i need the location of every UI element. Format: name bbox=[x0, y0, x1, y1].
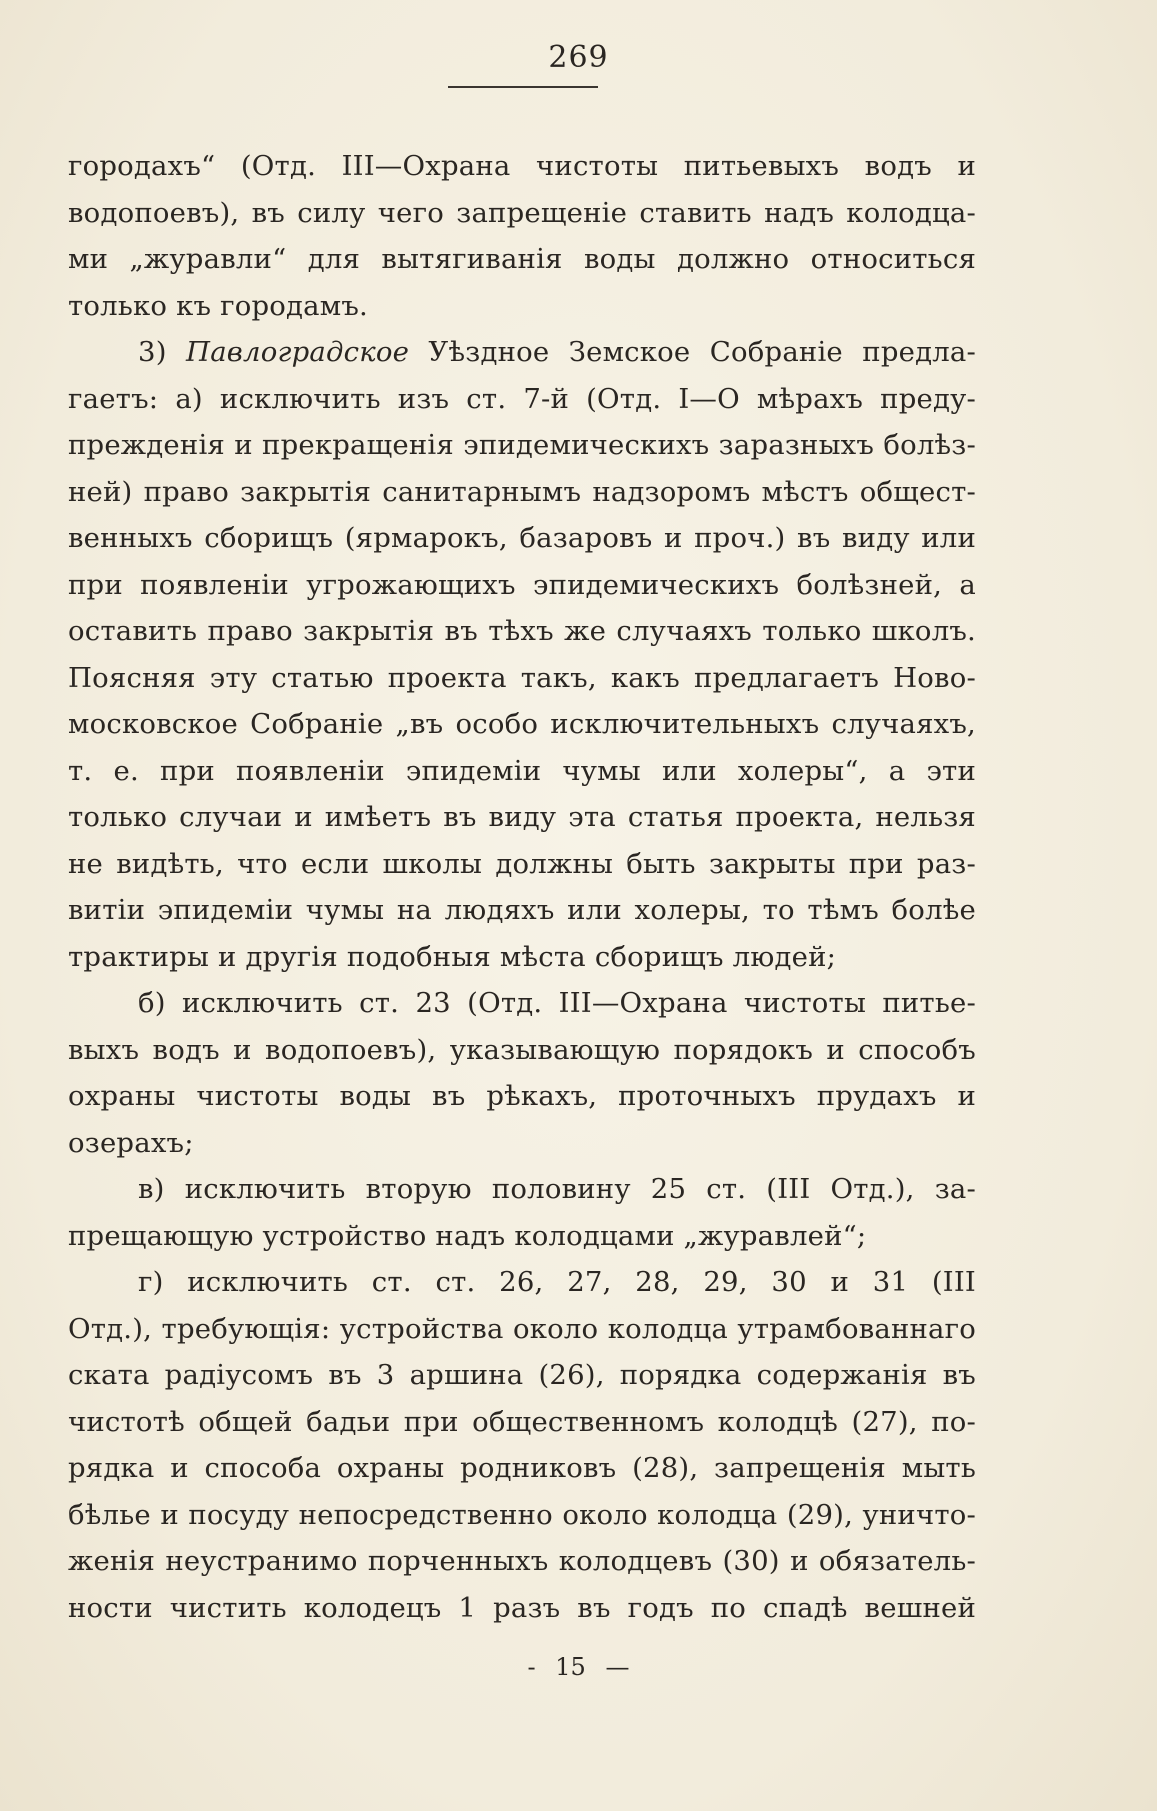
text-line: венныхъ сборищъ (ярмарокъ, базаровъ и проч.) въ виду или bbox=[68, 522, 976, 554]
text-line: женія неустранимо порченныхъ колодцевъ (30) и обязатель- bbox=[68, 1545, 976, 1577]
text-line: московское Собраніе „въ особо исключительныхъ случаяхъ, bbox=[68, 708, 976, 740]
text-line: городахъ“ (Отд. III—Охрана чистоты питьевыхъ водъ и bbox=[68, 150, 976, 182]
text-line: только случаи и имѣетъ въ виду эта статья проекта, нельзя bbox=[68, 801, 976, 833]
text-line: г) исключить ст. ст. 26, 27, 28, 29, 30 и 31 (III bbox=[138, 1266, 976, 1298]
text-line: при появленіи угрожающихъ эпидемическихъ болѣзней, а bbox=[68, 568, 976, 601]
body-text bbox=[68, 143, 976, 1631]
text-line: 3) Павлоградское Уѣздное Земское Собраніе предла- bbox=[138, 336, 976, 368]
text-line: гаетъ: а) исключить изъ ст. 7-й (Отд. I—О мѣрахъ преду- bbox=[68, 382, 976, 415]
text-line: ности чистить колодецъ 1 разъ въ годъ по спадѣ вешней bbox=[68, 1591, 976, 1624]
text-line: чистотѣ общей бадьи при общественномъ колодцѣ (27), по- bbox=[68, 1405, 976, 1438]
text-line: только къ городамъ. bbox=[68, 289, 369, 322]
text-line: охраны чистоты воды въ рѣкахъ, проточныхъ прудахъ и bbox=[68, 1080, 976, 1112]
text-line: в) исключить вторую половину 25 ст. (III Отд.), за- bbox=[138, 1173, 976, 1205]
text-line: ската радіусомъ въ 3 аршина (26), порядка содержанія въ bbox=[68, 1359, 976, 1391]
text-line: рядка и способа охраны родниковъ (28), запрещенія мыть bbox=[68, 1452, 976, 1484]
text-line: Поясняя эту статью проекта такъ, какъ предлагаетъ Ново- bbox=[68, 661, 976, 694]
text-line: б) исключить ст. 23 (Отд. III—Охрана чистоты питье- bbox=[138, 987, 976, 1019]
text-line: не видѣть, что если школы должны быть закрыты при раз- bbox=[68, 847, 976, 880]
text-line: бѣлье и посуду непосредственно около колодца (29), уничто- bbox=[68, 1498, 976, 1531]
text-line: трактиры и другія подобныя мѣста сборищъ людей; bbox=[68, 940, 837, 973]
text-line: озерахъ; bbox=[68, 1126, 194, 1159]
text-line: т. е. при появленіи эпидеміи чумы или холеры“, а эти bbox=[68, 754, 976, 787]
signature-mark: - 15 — bbox=[527, 1653, 630, 1681]
italic-place-name: Павлоградское bbox=[186, 336, 410, 368]
text-line: выхъ водъ и водопоевъ), указывающую порядокъ и способъ bbox=[68, 1033, 976, 1066]
text-line: ней) право закрытія санитарнымъ надзоромъ мѣстъ общест- bbox=[68, 475, 976, 508]
text-line: водопоевъ), въ силу чего запрещеніе ставить надъ колодца- bbox=[68, 196, 976, 229]
text-line: оставить право закрытія въ тѣхъ же случаяхъ только школъ. bbox=[68, 615, 976, 647]
page-number-rule bbox=[448, 86, 598, 88]
text-line: Отд.), требующія: устройства около колодца утрамбованнаго bbox=[68, 1312, 976, 1345]
text-line: прещающую устройство надъ колодцами „журавлей“; bbox=[68, 1219, 867, 1252]
text-line: прежденія и прекращенія эпидемическихъ заразныхъ болѣз- bbox=[68, 429, 976, 461]
text-line: ми „журавли“ для вытягиванія воды должно относиться bbox=[68, 243, 976, 275]
text-line: витіи эпидеміи чумы на людяхъ или холеры, то тѣмъ болѣе bbox=[68, 894, 976, 926]
page-number: 269 bbox=[548, 40, 609, 75]
